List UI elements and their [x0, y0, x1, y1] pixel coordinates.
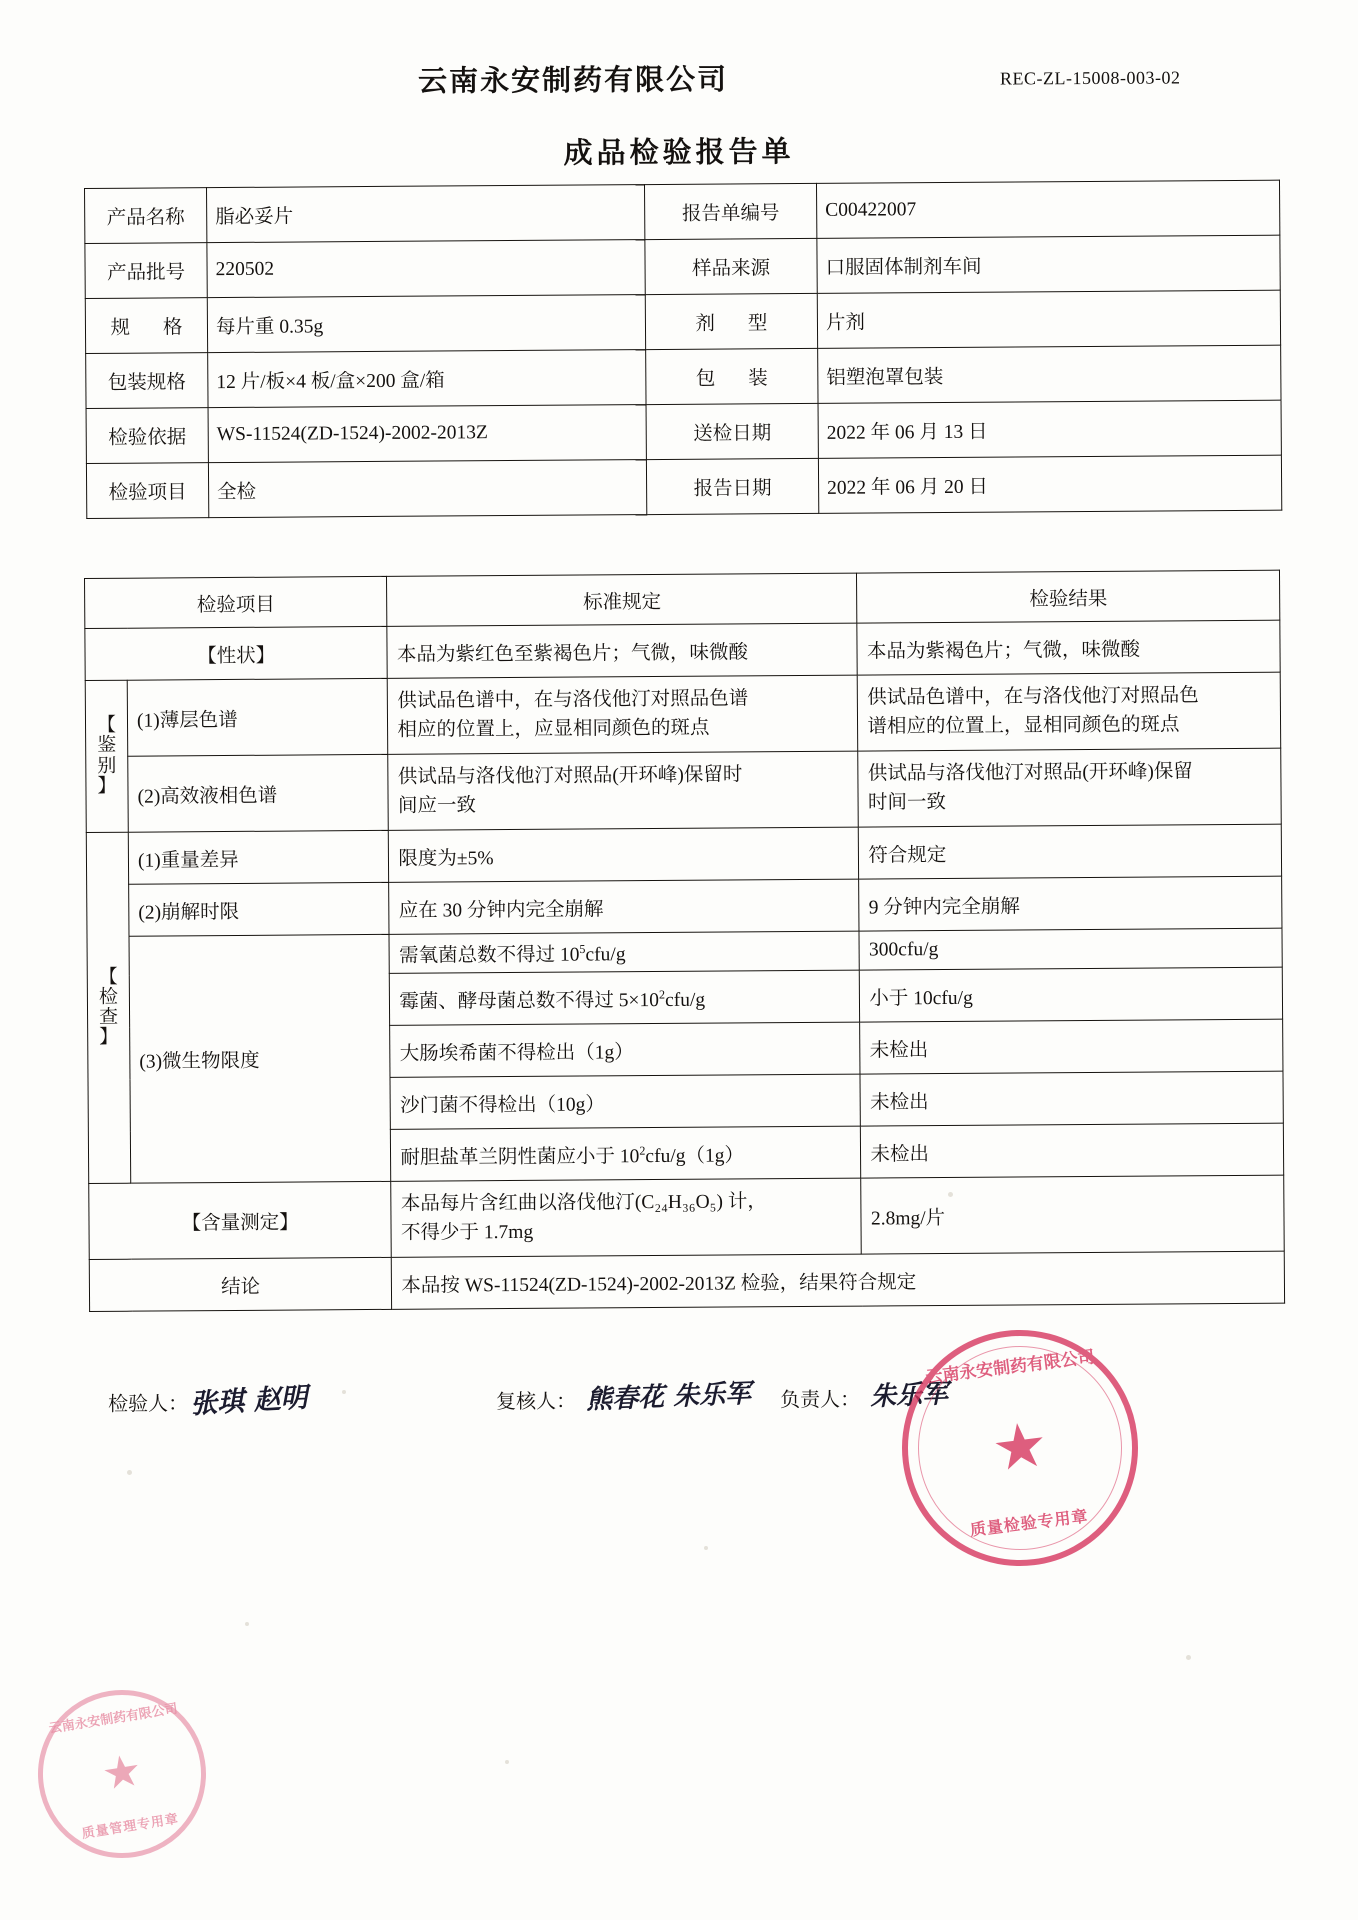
info-value: C00422007	[816, 180, 1279, 238]
table-row-conclusion	[89, 1251, 1284, 1311]
test-result: 符合规定	[859, 824, 1282, 879]
info-table-wrap	[84, 180, 1282, 519]
info-value: 脂必妥片	[207, 185, 645, 243]
seal-arc-text-wrap	[32, 1684, 213, 1865]
table-row	[85, 620, 1280, 680]
reviewer-signature: 熊春花 朱乐军	[585, 1378, 752, 1416]
seal-company-text: 云南永安制药有限公司	[47, 1700, 179, 1736]
info-value: 口服固体制剂车间	[817, 235, 1280, 293]
inspection-result-table	[84, 570, 1285, 1312]
scan-speck	[127, 1470, 132, 1475]
test-item: 【含量测定】	[89, 1181, 392, 1259]
product-info-table	[84, 180, 1282, 519]
test-result: 未检出	[860, 1071, 1283, 1126]
info-value: 12 片/板×4 板/盒×200 盒/箱	[208, 350, 646, 408]
group-label-examination: 【 检 查 】	[86, 832, 130, 1183]
table-row	[86, 748, 1282, 832]
company-name: 云南永安制药有限公司	[417, 64, 729, 98]
column-header-result: 检验结果	[857, 570, 1280, 623]
info-label: 送检日期	[646, 403, 818, 459]
info-label: 产品名称	[85, 188, 207, 244]
table-row	[86, 400, 1281, 463]
test-item: (2)高效液相色谱	[128, 754, 389, 832]
info-label: 剂 型	[645, 293, 817, 349]
document-number: REC-ZL-15008-003-02	[999, 67, 1181, 89]
seal-purpose-text: 质量检验专用章	[969, 1508, 1090, 1540]
document-header	[0, 58, 1358, 106]
star-icon: ★	[98, 1744, 146, 1801]
table-row	[85, 235, 1280, 298]
standard-spec: 耐胆盐革兰阴性菌应小于 $10^2cfu/g(1g)$	[391, 1126, 861, 1181]
standard-spec: 需氧菌总数不得过 $10^5cfu/g$	[389, 931, 859, 973]
inspector-signature: 张琪 赵明	[189, 1382, 309, 1421]
scan-speck	[1186, 1655, 1191, 1660]
table-row	[85, 672, 1281, 756]
info-label: 产品批号	[85, 243, 207, 299]
seal-arc-text-wrap	[895, 1323, 1145, 1573]
scan-speck	[704, 1546, 708, 1550]
info-value: 片剂	[817, 290, 1280, 348]
standard-spec: 沙门菌不得检出（10g）	[390, 1074, 860, 1129]
test-item: (1)重量差异	[128, 830, 389, 884]
quality-management-seal	[26, 1678, 218, 1870]
standard-spec: 限度为±5%	[389, 827, 859, 882]
standard-spec: 霉菌、酵母菌总数不得过 $5\times 10^2cfu/g$	[390, 970, 860, 1025]
test-result: 小于 10cfu/g	[860, 967, 1283, 1022]
test-item: (1)薄层色谱	[127, 678, 388, 756]
quality-inspection-seal	[888, 1316, 1151, 1579]
info-value: 2022 年 06 月 20 日	[818, 455, 1281, 513]
seal-purpose-text: 质量管理专用章	[80, 1810, 180, 1841]
standard-spec: 供试品色谱中，在与洛伐他汀对照品色谱 相应的位置上，应显相同颜色的斑点	[388, 675, 859, 754]
info-value: 2022 年 06 月 13 日	[818, 400, 1281, 458]
main-table-wrap	[84, 570, 1285, 1312]
table-row	[86, 455, 1281, 518]
test-result: 未检出	[861, 1123, 1284, 1178]
info-label: 规 格	[85, 298, 207, 354]
standard-spec: 应在 30 分钟内完全崩解	[389, 879, 859, 934]
info-label: 样品来源	[645, 238, 817, 294]
table-row	[85, 180, 1280, 243]
column-header-standard: 标准规定	[387, 573, 857, 626]
inspector-label: 检验人：	[107, 1393, 189, 1416]
reviewer-label: 复核人：	[495, 1390, 577, 1414]
table-row	[87, 876, 1282, 936]
info-value: 全检	[208, 460, 646, 518]
standard-spec: 本品每片含红曲以洛伐他汀(C₂₄H₃₆O₅) 计， 不得少于 1.7mg	[391, 1178, 862, 1257]
info-label: 检验项目	[86, 463, 208, 519]
scan-speck	[245, 1622, 249, 1626]
conclusion-text: 本品按 WS-11524(ZD-1524)-2002-2013Z 检验，结果符合规定	[392, 1251, 1285, 1309]
standard-spec: 大肠埃希菌不得检出（1g）	[390, 1022, 860, 1077]
test-result: 供试品色谱中，在与洛伐他汀对照品色 谱相应的位置上，显相同颜色的斑点	[858, 672, 1281, 751]
test-item: 【性状】	[85, 626, 388, 680]
column-header-item: 检验项目	[85, 576, 388, 628]
group-label-identification: 【 鉴 别 】	[85, 680, 128, 832]
manager-label: 负责人：	[779, 1389, 861, 1412]
conclusion-label: 结论	[89, 1257, 392, 1311]
table-row	[85, 290, 1280, 353]
standard-spec: 供试品与洛伐他汀对照品(开环峰)保留时 间应一致	[388, 751, 859, 830]
standard-spec: 本品为紫红色至紫褐色片；气微，味微酸	[387, 623, 857, 678]
test-result: 2.8mg/片	[861, 1175, 1284, 1254]
test-result: 300cfu/g	[859, 928, 1282, 970]
page-title: 成品检验报告单	[563, 136, 795, 170]
table-row	[86, 345, 1281, 408]
table-row	[89, 1175, 1285, 1259]
scan-speck	[505, 1760, 509, 1764]
info-value: 铝塑泡罩包装	[818, 345, 1281, 403]
info-value: 220502	[207, 240, 645, 298]
table-row	[86, 824, 1281, 884]
test-result: 供试品与洛伐他汀对照品(开环峰)保留 时间一致	[858, 748, 1281, 827]
star-icon: ★	[987, 1406, 1052, 1486]
info-label: 包 装	[646, 348, 818, 404]
test-result: 本品为紫褐色片；气微，味微酸	[857, 620, 1280, 675]
table-header-row	[85, 570, 1280, 628]
info-value: 每片重 0.35g	[207, 295, 645, 353]
info-label: 报告单编号	[644, 183, 816, 239]
info-label: 包装规格	[86, 353, 208, 409]
test-item: (3)微生物限度	[129, 934, 391, 1183]
test-result: 9 分钟内完全崩解	[859, 876, 1282, 931]
test-item: (2)崩解时限	[129, 882, 390, 936]
info-label: 检验依据	[86, 408, 208, 464]
test-result: 未检出	[860, 1019, 1283, 1074]
info-label: 报告日期	[646, 458, 818, 514]
manager-signature: 朱乐军	[869, 1379, 949, 1413]
seal-company-text: 云南永安制药有限公司	[924, 1347, 1096, 1387]
info-value: WS-11524(ZD-1524)-2002-2013Z	[208, 405, 646, 463]
